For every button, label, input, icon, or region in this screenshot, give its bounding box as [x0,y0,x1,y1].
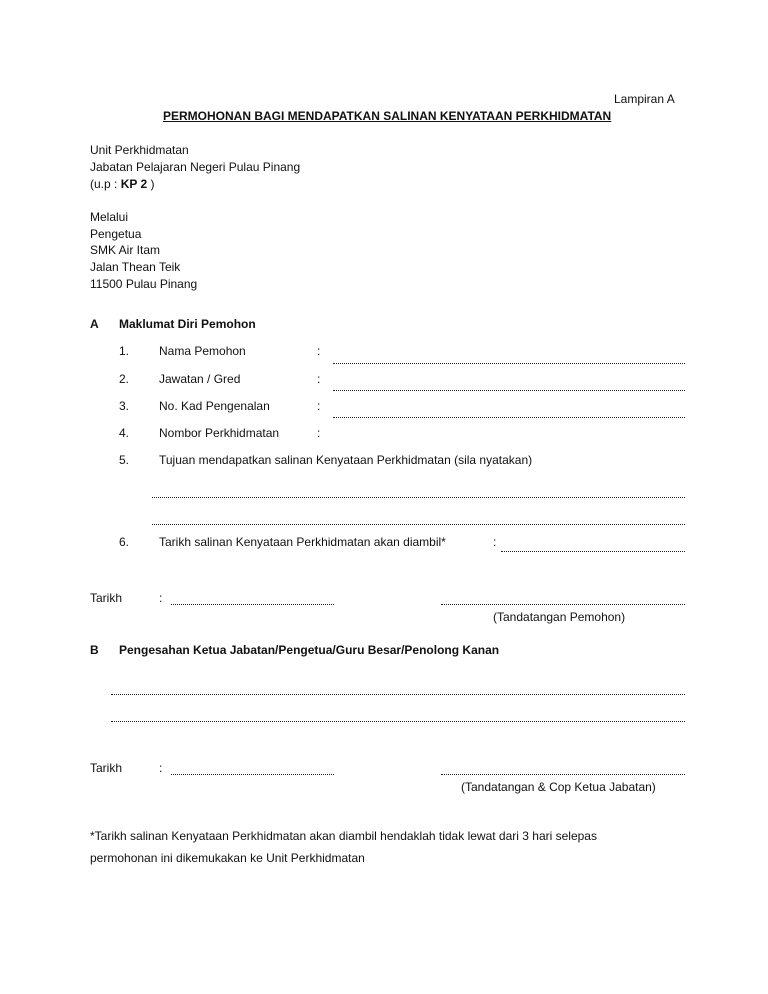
via-line: Melalui [90,210,129,224]
head-signature-caption: (Tandatangan & Cop Ketua Jabatan) [461,780,656,794]
item-label-nombor-perkhidmatan: Nombor Perkhidmatan [159,426,280,440]
footnote-line-1: *Tarikh salinan Kenyataan Perkhidmatan akan diambil hendaklah tidak lewat dari 3 hari selepas [90,829,597,843]
applicant-name-field[interactable] [333,363,685,364]
via-line: SMK Air Itam [90,243,161,257]
item-number: 1. [119,344,130,358]
applicant-date-field[interactable] [171,604,334,605]
recipient-line-2: Jabatan Pelajaran Negeri Pulau Pinang [90,160,301,174]
recipient-line-3 [90,177,155,191]
date-label: Tarikh [90,761,123,775]
item-colon: : [317,372,321,386]
date-label: Tarikh [90,591,123,605]
item-colon: : [317,399,321,413]
via-line: 11500 Pulau Pinang [90,277,198,291]
via-line: Jalan Thean Teik [90,260,181,274]
ic-number-field[interactable] [333,417,685,418]
applicant-signature-caption: (Tandatangan Pemohon) [493,610,626,624]
via-line: Pengetua [90,227,142,241]
purpose-field-line-2[interactable] [152,524,685,525]
item-colon: : [493,535,497,549]
recipient-line-1: Unit Perkhidmatan [90,143,189,157]
endorsement-field-line-1[interactable] [111,694,685,695]
purpose-field-line-1[interactable] [152,497,685,498]
footnote-line-2: permohonan ini dikemukakan ke Unit Perkhidmatan [90,851,365,865]
section-a-title: Maklumat Diri Pemohon [119,317,256,331]
item-label-jawatan-gred: Jawatan / Gred [159,372,241,386]
item-label-tarikh-diambil: Tarikh salinan Kenyataan Perkhidmatan akan diambil* [159,535,446,549]
recipient-line-3-suffix: ) [147,177,155,191]
position-grade-field[interactable] [333,390,685,391]
appendix-label: Lampiran A [614,92,675,106]
item-number: 4. [119,426,130,440]
item-label-nama-pemohon: Nama Pemohon [159,344,246,358]
applicant-signature-field[interactable] [441,604,685,605]
endorsement-field-line-2[interactable] [111,721,685,722]
head-signature-field[interactable] [441,774,685,775]
endorsement-date-field[interactable] [171,774,334,775]
item-colon: : [317,344,321,358]
item-label-kad-pengenalan: No. Kad Pengenalan [159,399,270,413]
item-colon: : [317,426,321,440]
recipient-line-3-code: KP 2 [120,177,148,191]
section-b-title: Pengesahan Ketua Jabatan/Pengetua/Guru Besar/Penolong Kanan [119,643,500,657]
item-number: 5. [119,453,130,467]
section-b-letter: B [90,643,99,657]
item-label-tujuan: Tujuan mendapatkan salinan Kenyataan Perkhidmatan (sila nyatakan) [159,453,533,467]
item-number: 3. [119,399,130,413]
recipient-line-3-prefix: (u.p : [90,177,121,191]
item-number: 2. [119,372,130,386]
item-number: 6. [119,535,130,549]
date-colon: : [159,761,163,775]
collection-date-field[interactable] [501,551,685,552]
document-title: PERMOHONAN BAGI MENDAPATKAN SALINAN KENYATAAN PERKHIDMATAN [163,109,612,123]
section-a-letter: A [90,317,99,331]
date-colon: : [159,591,163,605]
